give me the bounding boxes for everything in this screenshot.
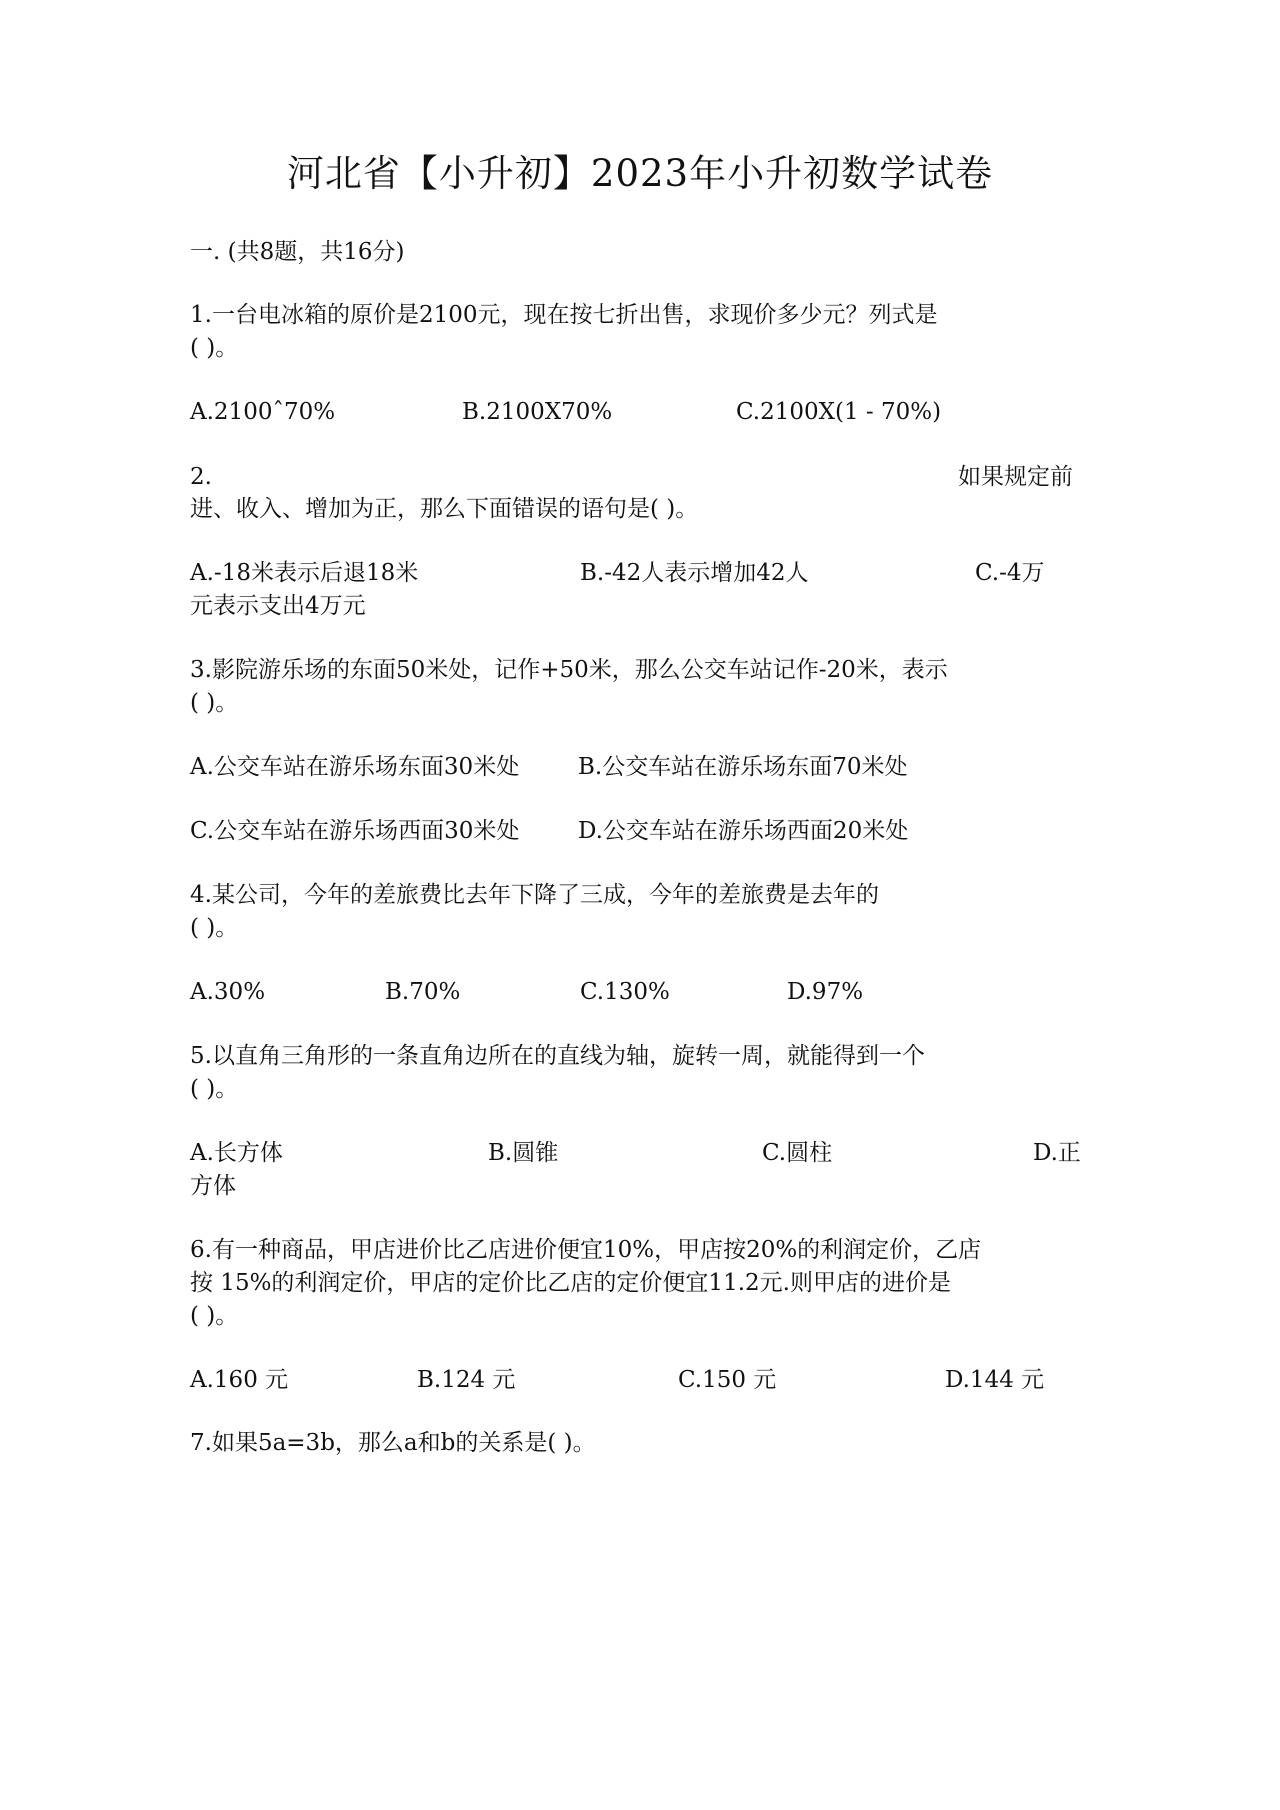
question-6-blank: ( )。 xyxy=(190,1303,239,1329)
question-5-text: 5.以直角三角形的一条直角边所在的直线为轴，旋转一周，就能得到一个 xyxy=(190,1043,925,1069)
question-5-blank: ( )。 xyxy=(190,1076,239,1102)
question-2-option-c-wrap: 元表示支出4万元 xyxy=(190,593,366,619)
question-4-text: 4.某公司，今年的差旅费比去年下降了三成，今年的差旅费是去年的 xyxy=(190,882,879,908)
question-3-option-a: A.公交车站在游乐场东面30米处 xyxy=(190,754,520,780)
question-6-option-d: D.144 元 xyxy=(945,1367,1045,1393)
question-5-option-b: B.圆锥 xyxy=(488,1140,559,1166)
question-4-option-d: D.97% xyxy=(787,979,864,1005)
question-7-text: 7.如果5a=3b，那么a和b的关系是( )。 xyxy=(190,1430,596,1456)
question-6-text-1: 6.有一种商品，甲店进价比乙店进价便宜10%，甲店按20%的利润定价，乙店 xyxy=(190,1237,982,1263)
section-heading: 一. (共8题，共16分) xyxy=(190,239,405,265)
question-4-blank: ( )。 xyxy=(190,915,239,941)
question-5-option-d-wrap: 方体 xyxy=(190,1173,236,1199)
exam-title: 河北省【小升初】2023年小升初数学试卷 xyxy=(286,152,994,195)
question-1-text: 1.一台电冰箱的原价是2100元，现在按七折出售，求现价多少元？列式是 xyxy=(190,302,938,328)
question-2-text-right: 如果规定前 xyxy=(958,464,1073,490)
question-3-text: 3.影院游乐场的东面50米处，记作+50米，那么公交车站记作-20米，表示 xyxy=(190,657,948,683)
question-3-option-d: D.公交车站在游乐场西面20米处 xyxy=(578,818,909,844)
question-2-option-c: C.-4万 xyxy=(975,560,1045,586)
question-5-option-d: D.正 xyxy=(1033,1140,1081,1166)
question-2-option-a: A.-18米表示后退18米 xyxy=(190,560,419,586)
question-4-option-c: C.130% xyxy=(580,979,670,1005)
question-1-option-c: C.2100X(1 - 70%) xyxy=(736,399,942,425)
question-4-option-b: B.70% xyxy=(385,979,461,1005)
question-2-text: 进、收入、增加为正，那么下面错误的语句是( )。 xyxy=(190,496,699,522)
question-3-blank: ( )。 xyxy=(190,690,239,716)
question-6-option-a: A.160 元 xyxy=(190,1367,289,1393)
question-2-option-b: B.-42人表示增加42人 xyxy=(580,560,809,586)
question-4-option-a: A.30% xyxy=(190,979,266,1005)
question-6-text-2: 按 15%的利润定价，甲店的定价比乙店的定价便宜11.2元.则甲店的进价是 xyxy=(190,1270,951,1296)
question-5-option-a: A.长方体 xyxy=(190,1140,283,1166)
question-6-option-b: B.124 元 xyxy=(417,1367,516,1393)
question-2-number: 2. xyxy=(190,464,212,490)
question-1-option-a: A.2100ˆ70% xyxy=(190,399,336,425)
question-1-option-b: B.2100X70% xyxy=(462,399,613,425)
question-3-option-b: B.公交车站在游乐场东面70米处 xyxy=(578,754,908,780)
question-1-blank: ( )。 xyxy=(190,335,239,361)
question-3-option-c: C.公交车站在游乐场西面30米处 xyxy=(190,818,520,844)
question-6-option-c: C.150 元 xyxy=(678,1367,777,1393)
question-5-option-c: C.圆柱 xyxy=(762,1140,833,1166)
